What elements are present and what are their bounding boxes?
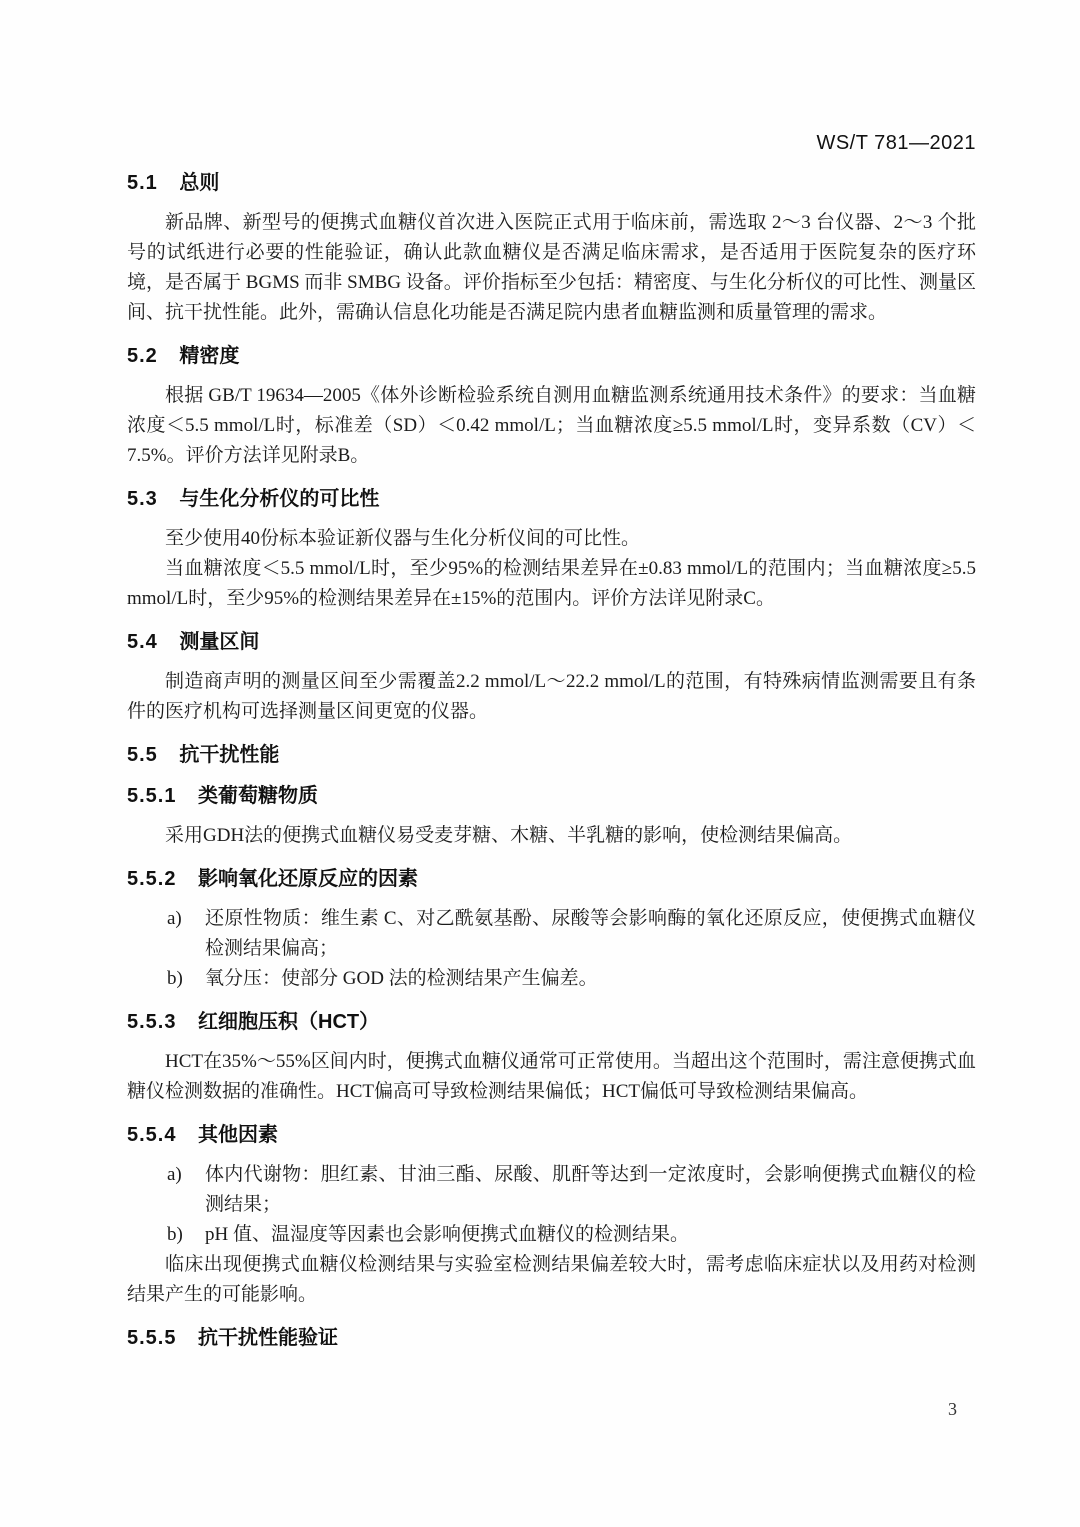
section-title: 抗干扰性能验证 [198,1327,339,1349]
section-number: 5.2 [127,345,158,367]
section-title: 测量区间 [179,631,260,653]
paragraph: HCT在35%～55%区间内时，便携式血糖仪通常可正常使用。当超出这个范围时，需注意便携式血糖仪检测数据的准确性。HCT偏高可导致检测结果偏低；HCT偏低可导致检测结果偏高。 [127,1051,976,1102]
section-5-4 [127,629,976,727]
paragraph: 新品牌、新型号的便携式血糖仪首次进入医院正式用于临床前，需选取 2～3 台仪器、2～3 个批号的试纸进行必要的性能验证，确认此款血糖仪是否满足临床需求，是否适用于医院复杂的医疗环境，是否属于 BGMS 而非 SMBG 设备。评价指标至少包括：精密度、与生化分析仪的可比性、测量区间、抗干扰性能。此外，需确认信息化功能是否满足院内患者血糖监测和质量管理的需求。 [127,212,976,323]
section-number: 5.5.4 [127,1124,177,1146]
section-title: 与生化分析仪的可比性 [179,488,380,510]
section-title: 总则 [179,172,220,194]
paragraph: 至少使用40份标本验证新仪器与生化分析仪间的可比性。 [165,528,641,549]
section-5-3 [127,486,976,614]
section-number: 5.4 [127,631,158,653]
section-title: 影响氧化还原反应的因素 [198,868,419,890]
section-heading [127,343,976,369]
paragraph: 当血糖浓度＜5.5 mmol/L时，至少95%的检测结果差异在±0.83 mmol/L的范围内；当血糖浓度≥5.5 mmol/L时，至少95%的检测结果差异在±15%的范围内。评价方法详见附录C。 [127,558,976,609]
section-title: 红细胞压积（HCT） [198,1011,380,1033]
list-item-text: 氧分压：使部分 GOD 法的检测结果产生偏差。 [205,968,598,989]
section-number: 5.3 [127,488,158,510]
section-heading [127,1325,976,1351]
section-title: 其他因素 [198,1124,279,1146]
list-item-marker: b) [167,968,183,989]
paragraph: 采用GDH法的便携式血糖仪易受麦芽糖、木糖、半乳糖的影响，使检测结果偏高。 [165,825,853,846]
section-number: 5.5.2 [127,868,177,890]
list-item [127,904,976,964]
list-item [127,964,976,994]
section-5-2 [127,343,976,471]
list-item-marker: a) [167,908,182,929]
section-heading [127,783,976,809]
section-5-5-4 [127,1122,976,1310]
paragraph: 根据 GB/T 19634—2005《体外诊断检验系统自测用血糖监测系统通用技术条件》的要求：当血糖浓度＜5.5 mmol/L时，标准差（SD）＜0.42 mmol/L；当血糖浓度≥5.5 mmol/L时，变异系数（CV）＜7.5%。评价方法详见附录B。 [127,385,976,466]
section-number: 5.5.1 [127,785,177,807]
section-5-5 [127,742,976,768]
section-heading [127,866,976,892]
section-5-5-2 [127,866,976,994]
section-number: 5.5.5 [127,1327,177,1349]
section-5-5-1 [127,783,976,851]
list-item-text: 还原性物质：维生素 C、对乙酰氨基酚、尿酸等会影响酶的氧化还原反应，使便携式血糖仪检测结果偏高； [205,908,976,959]
section-5-1 [127,170,976,328]
section-heading [127,629,976,655]
list-item [127,1160,976,1220]
section-number: 5.5 [127,744,158,766]
section-title: 精密度 [179,345,240,367]
section-5-5-5 [127,1325,976,1351]
paragraph: 制造商声明的测量区间至少需覆盖2.2 mmol/L～22.2 mmol/L的范围，有特殊病情监测需要且有条件的医疗机构可选择测量区间更宽的仪器。 [127,671,976,722]
page-number: 3 [948,1399,957,1419]
section-heading [127,170,976,196]
list-item-text: pH 值、温湿度等因素也会影响便携式血糖仪的检测结果。 [205,1224,689,1245]
section-number: 5.1 [127,172,158,194]
standard-number-header: WS/T 781—2021 [816,132,976,154]
paragraph: 临床出现便携式血糖仪检测结果与实验室检测结果偏差较大时，需考虑临床症状以及用药对检测结果产生的可能影响。 [127,1254,976,1305]
section-title: 抗干扰性能 [179,744,280,766]
section-title: 类葡萄糖物质 [198,785,319,807]
section-5-5-3 [127,1009,976,1107]
list-item-text: 体内代谢物：胆红素、甘油三酯、尿酸、肌酐等达到一定浓度时，会影响便携式血糖仪的检测结果； [205,1164,976,1215]
section-heading [127,1009,976,1035]
section-number: 5.5.3 [127,1011,177,1033]
section-heading [127,742,976,768]
section-heading [127,1122,976,1148]
list-item [127,1220,976,1250]
section-heading [127,486,976,512]
list-item-marker: b) [167,1224,183,1245]
list-item-marker: a) [167,1164,182,1185]
